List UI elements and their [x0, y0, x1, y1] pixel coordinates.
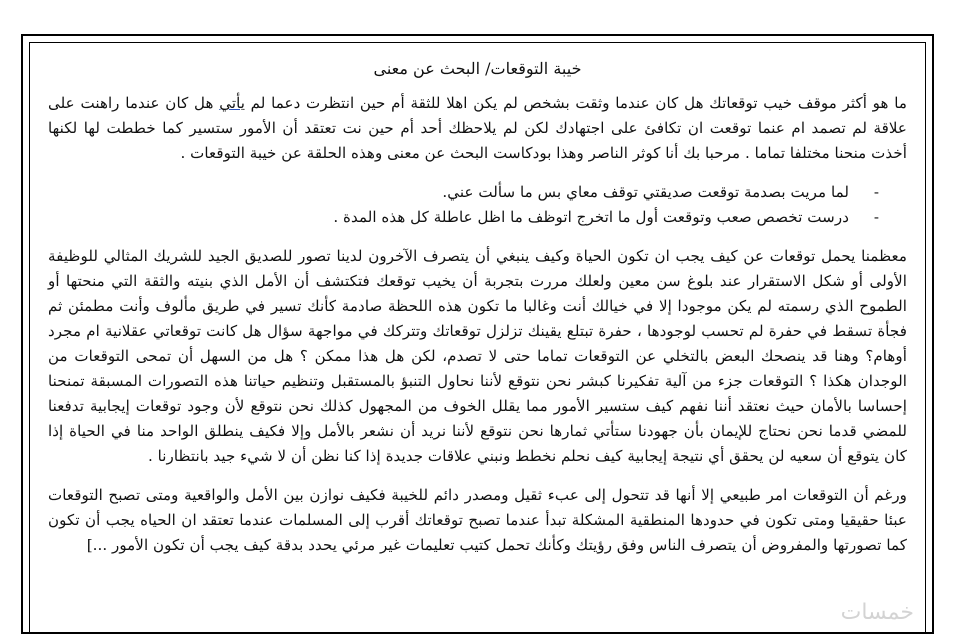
bullet-dash: -	[873, 183, 879, 201]
bullet-list	[48, 180, 907, 230]
intro-text-end: هل كان عندما راهنت على علاقة لم تصمد ام عنما توقعت ان تكافئ على اجتهادك لكن لم يلاحظك أحد أم حين نت تعتقد أن الأمور ستسير كما خططت لها لكنها أخذت منحنا مختلفا تماما . مرحبا بك أنا كوثر الناصر وهذا بودكاست البحث عن معنى وهذه الحلقة عن خيبة التوقعات .	[48, 94, 907, 162]
list-item	[48, 205, 879, 230]
watermark-logo: خمسات	[840, 600, 914, 625]
intro-paragraph	[48, 91, 907, 166]
body-paragraph-burden: ورغم أن التوقعات امر طبيعي إلا أنها قد تتحول إلى عبء ثقيل ومصدر دائم للخيبة فكيف نوازن بين الأمل والواقعية ومتى تصبح التوقعات عبئا حقيقيا ومتى تكون في حدودها المنطقية المشكلة تبدأ عندما تصبح توقعاتك أقرب إلى المسلمات عندما تعتقد ان الحياه يجب أن تكون كما تصورتها والمفروض أن يتصرف الناس وفق رؤيتك وكأنك تحمل كتيب تعليمات غير مرئي يحدد بدقة كيف يجب أن تكون الأمور ...]	[48, 486, 907, 554]
document-frame	[29, 42, 926, 632]
bullet-dash: -	[873, 208, 879, 226]
bullet-text: لما مريت بصدمة توقعت صديقتي توقف معاي بس ما سألت عني.	[442, 183, 849, 201]
body-paragraph-expectations: معظمنا يحمل توقعات عن كيف يجب ان تكون الحياة وكيف ينبغي أن يتصرف الآخرون لدينا تصور للصديق الجيد للشريك المثالي للوظيفة الأولى أو شكل الاستقرار عند بلوغ سن معين ولعلك مررت بتجربة أن يخيب توقعك فتكتشف أن الأمل الذي بنيته والثقة التي منحتها أو الطموح الذي رسمته لم يكن موجودا إلا في خيالك أنت وغالبا ما تكون هذه اللحظة صادمة كأنك تسير في طريق مألوف وأنت مطمئن ثم فجأة تسقط في حفرة لم تحسب لوجودها ، حفرة تبتلع يقينك تزلزل توقعاتك وتتركك في مواجهة سؤال هل كانت توقعاتي عقلانية ام مجرد أوهام؟ وهنا قد ينصحك البعض بالتخلي عن التوقعات تماما حتى لا تصدم، لكن هل هذا ممكن ؟ هل من السهل أن تمحى التوقعات من الوجدان هكذا ؟ التوقعات جزء من آلية تفكيرنا كبشر نحن نتوقع لأننا نحاول التنبؤ بالمستقبل وتنظيم حياتنا هذه التصورات المسبقة تمنحنا إحساسا بالأمان حيث نعتقد أننا نفهم كيف ستسير الأمور مما يقلل الخوف من المجهول كذلك نحن نتوقع لأن وجود توقعات إيجابية تدفعنا للمضي قدما نحن نحتاج للإيمان بأن جهودنا ستأتي ثمارها نحن نتوقع لأننا نريد أن نشعر بالأمل وإلا فكيف ينطلق الواحد منا في الحياة إذا كان يتوقع أن سعيه لن يحقق أي نتيجة إيجابية كيف نحلم نخطط ونبني علاقات جديدة إذا كنا نظن أن لا شيء جيد بانتظارنا .	[48, 247, 907, 465]
intro-text-start: ما هو أكثر موقف خيب توقعاتك هل كان عندما وثقت بشخص لم يكن اهلا للثقة أم حين انتظرت دعما لم	[244, 94, 907, 112]
list-item	[48, 180, 879, 205]
underlined-word: يأتي	[219, 94, 245, 112]
document-title: خيبة التوقعات/ البحث عن معنى	[373, 59, 582, 78]
bullet-text: درست تخصص صعب وتوقعت أول ما اتخرج اتوظف ما اظل عاطلة كل هذه المدة .	[333, 208, 849, 226]
document-page	[21, 34, 934, 634]
